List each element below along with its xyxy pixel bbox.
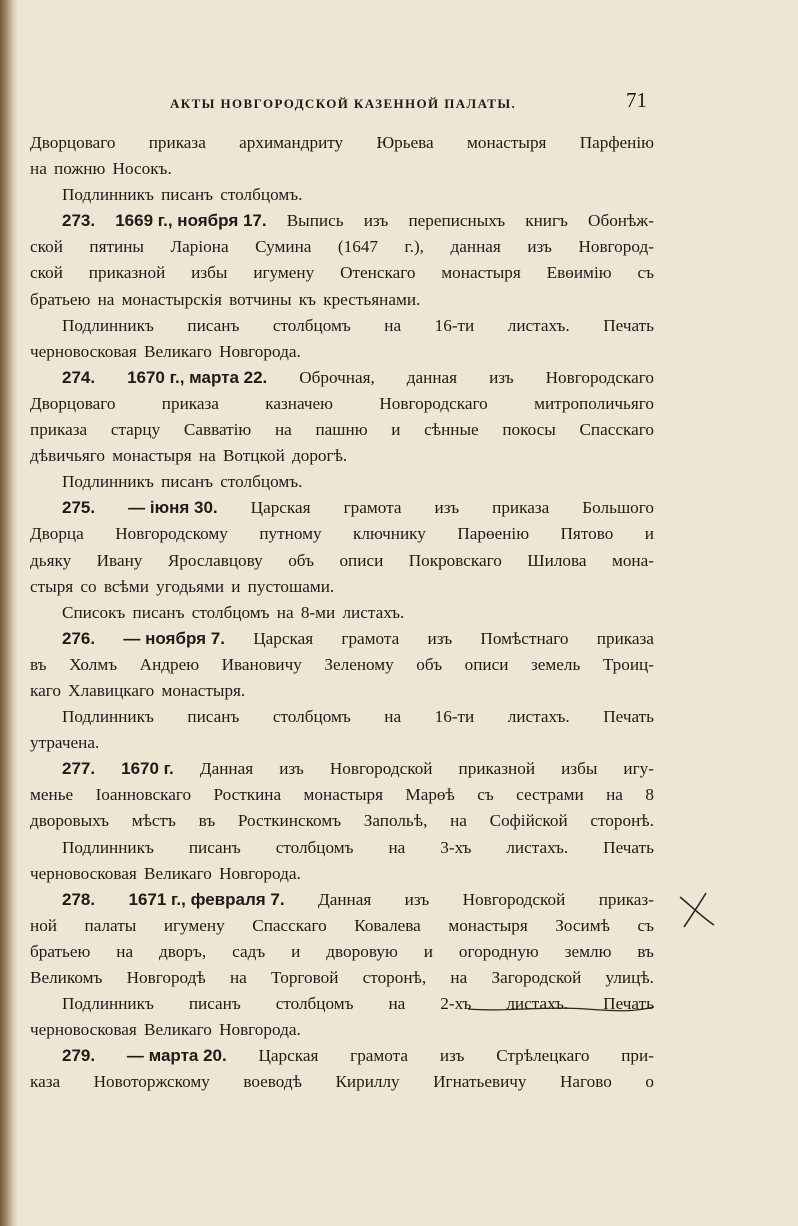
word: Великаго	[144, 341, 212, 361]
word: столбцомъ.	[220, 472, 303, 492]
word: Новгородѣ	[126, 968, 206, 987]
word: всѣми	[103, 576, 149, 596]
word: архимандриту	[239, 133, 344, 152]
word: 2-хъ	[440, 994, 472, 1014]
text-line	[30, 861, 654, 887]
word: объ	[288, 550, 315, 570]
word: Царская	[250, 498, 311, 518]
word: на	[276, 602, 294, 622]
word: Игнатьевичу	[433, 1072, 527, 1092]
word: каза	[30, 1072, 61, 1092]
word: на	[116, 941, 134, 961]
text-line	[30, 965, 654, 991]
word: столбцомъ	[272, 315, 351, 335]
word: Печать	[603, 315, 654, 335]
word: изъ	[527, 237, 552, 257]
word: объ	[416, 654, 443, 674]
word: Данная	[317, 889, 372, 909]
word: Новгорода.	[219, 341, 301, 361]
word: монастыря	[441, 263, 521, 283]
word: Царская	[253, 628, 314, 648]
word: Вотцкой	[222, 446, 285, 466]
word: на	[388, 994, 406, 1014]
word: черновосковая	[30, 1020, 137, 1040]
word: на	[274, 420, 292, 440]
word: сестрами	[516, 785, 584, 805]
word: съ	[477, 785, 494, 805]
word: приказа	[161, 393, 219, 413]
word: игумену	[253, 263, 315, 283]
word: садъ	[232, 941, 266, 961]
word: и	[423, 941, 433, 961]
text-line	[30, 260, 654, 286]
word: грамота	[341, 628, 400, 648]
word: въ	[198, 811, 216, 831]
word: дьяку	[30, 550, 72, 570]
word: листахъ.	[507, 707, 570, 727]
text-line	[30, 913, 654, 939]
word: воеводѣ	[243, 1072, 302, 1092]
word: 16-ти	[434, 707, 475, 727]
word: листахъ.	[506, 837, 569, 857]
word: книгъ	[525, 211, 568, 231]
word: Выпись	[286, 211, 344, 231]
word: писанъ	[161, 185, 214, 205]
word: митрополичьяго	[534, 393, 654, 413]
margin-cross-mark	[676, 891, 718, 931]
entry-number: 278.	[62, 889, 96, 909]
text-line	[30, 1069, 654, 1095]
text-line	[30, 339, 654, 365]
text-line	[30, 782, 654, 808]
word: Новгорода.	[219, 1020, 301, 1040]
word: покосы	[502, 420, 556, 440]
word: стыря	[30, 576, 74, 596]
entry-heading-line	[30, 495, 654, 521]
page-number: 71	[626, 88, 647, 112]
text-line	[30, 600, 654, 626]
word: монастырскія	[121, 289, 222, 309]
word: съ	[637, 915, 654, 935]
word: Спасскаго	[579, 420, 654, 440]
entry-heading-line	[30, 887, 654, 913]
word: Ивановичу	[221, 654, 302, 674]
word: сторонѣ,	[362, 968, 427, 987]
entry-date: 1670 г.	[121, 759, 174, 779]
word: монастыря	[448, 915, 528, 935]
word: пожню	[54, 159, 106, 179]
word: Новгород-	[578, 237, 654, 257]
word: Ивану	[96, 550, 143, 570]
word: землю	[564, 941, 612, 961]
word: братьею	[30, 941, 91, 961]
word: черновосковая	[30, 863, 137, 883]
word: Дворцоваго	[30, 393, 116, 413]
entry-number: 276.	[62, 628, 96, 648]
word: грамота	[343, 498, 402, 518]
word: Марөѣ	[405, 785, 455, 805]
word: Зеленому	[324, 654, 394, 674]
word: на	[97, 289, 115, 309]
word: игумену	[163, 915, 225, 935]
word: Зосимѣ	[555, 915, 610, 935]
word: сторонѣ.	[590, 811, 654, 831]
word: огородную	[458, 941, 539, 961]
word: на	[384, 707, 402, 727]
word: писанъ	[188, 837, 241, 857]
text-line	[30, 730, 654, 756]
word: палаты	[84, 915, 137, 935]
word: сѣнные	[424, 420, 479, 440]
word: и	[291, 941, 301, 961]
word: казначею	[265, 393, 334, 413]
word: и	[391, 420, 401, 440]
word: старцу	[110, 420, 161, 440]
text-line	[30, 678, 654, 704]
word: столбцомъ	[191, 602, 270, 622]
word: Новгородскаго	[545, 367, 654, 387]
text-line	[30, 939, 654, 965]
word: Подлинникъ	[62, 472, 154, 492]
word: изъ	[363, 211, 389, 231]
word: Ярославцову	[167, 550, 263, 570]
word: данная	[406, 367, 458, 387]
word: къ	[298, 289, 317, 309]
word: Софійской	[489, 811, 568, 831]
text-line	[30, 652, 654, 678]
word: избы	[561, 759, 598, 779]
word: листахъ.	[507, 315, 570, 335]
text-line	[30, 234, 654, 260]
entry-number: 279.	[62, 1046, 96, 1066]
word: 16-ти	[434, 315, 475, 335]
word: на	[30, 159, 47, 179]
entry-date: 1669 г., ноября 17.	[115, 211, 267, 231]
word: на	[450, 811, 467, 831]
word: монастыря	[303, 785, 384, 805]
word: Троиц-	[602, 654, 654, 674]
text-line	[30, 469, 654, 495]
word: Великаго	[144, 1020, 212, 1040]
word: Юрьева	[376, 133, 434, 152]
word: улицѣ.	[605, 968, 654, 987]
word: Спасскаго	[252, 915, 327, 935]
word: Дворца	[30, 524, 84, 544]
word: приказа	[148, 133, 206, 152]
word: Сумина	[255, 237, 312, 257]
word: Іоанновскаго	[95, 785, 192, 805]
word: Помѣстнаго	[480, 628, 569, 648]
word: каго	[30, 680, 61, 700]
word: Новгородской	[329, 759, 433, 779]
word: въ	[637, 941, 654, 961]
word: монастыря	[466, 133, 547, 152]
word: ской	[30, 263, 63, 283]
word: дворъ,	[159, 941, 207, 961]
word: Царская	[258, 1046, 319, 1066]
word: Загородской	[491, 968, 582, 987]
word: дворовую	[326, 941, 398, 961]
word: дворовыхъ	[30, 811, 110, 831]
word: избы	[191, 263, 228, 283]
word: Оброчная,	[299, 367, 375, 387]
word: Пятово	[560, 524, 614, 544]
word: монастыря.	[161, 680, 246, 700]
word: угодьями	[156, 576, 225, 596]
word: писанъ	[161, 472, 214, 492]
word: изъ	[404, 889, 430, 909]
word: приказа	[492, 498, 550, 518]
word: съ	[637, 263, 654, 283]
word: Стрѣлецкаго	[496, 1046, 590, 1066]
word: крестьянами.	[323, 289, 421, 309]
text-line	[30, 287, 654, 313]
word: изъ	[427, 628, 453, 648]
word: дорогѣ.	[292, 446, 348, 466]
word: на	[198, 446, 216, 466]
entry-number: 277.	[62, 759, 96, 779]
word: и	[231, 576, 241, 596]
word: утрачена.	[30, 733, 100, 753]
word: братьею	[30, 289, 91, 309]
word: столбцомъ	[275, 994, 354, 1014]
word: 8-ми	[300, 602, 336, 622]
word: Большого	[582, 498, 654, 518]
word: Парөенію	[457, 524, 530, 544]
text-line	[30, 443, 654, 469]
word: г.),	[404, 237, 424, 257]
word: Отенскаго	[340, 263, 416, 283]
text-line	[30, 1017, 654, 1043]
text-line	[30, 156, 654, 182]
word: Росткинскомъ	[237, 811, 342, 831]
word: вотчины	[229, 289, 292, 309]
word: пятины	[89, 237, 144, 257]
word: мона-	[611, 550, 654, 570]
entry-date: 1670 г., марта 22.	[127, 367, 268, 387]
word: грамота	[350, 1046, 409, 1066]
entry-heading-line	[30, 208, 654, 234]
text-line	[30, 808, 654, 834]
word: Дворцоваго	[30, 133, 116, 152]
word: мѣстъ	[131, 811, 176, 831]
word: изъ	[434, 498, 460, 518]
word: Великаго	[144, 863, 212, 883]
word: Евөимію	[546, 263, 612, 283]
word: ной	[30, 915, 57, 935]
word: Подлинникъ	[62, 315, 154, 335]
word: на	[229, 968, 247, 987]
word: столбцомъ	[275, 837, 354, 857]
word: данная	[450, 237, 501, 257]
text-line	[30, 130, 654, 156]
entry-number: 273.	[62, 211, 96, 231]
word: приказа	[596, 628, 654, 648]
word: Новгородской	[462, 889, 566, 909]
word: приказной	[458, 759, 536, 779]
entry-number: 275.	[62, 498, 96, 518]
word: Подлинникъ	[62, 185, 154, 205]
word: о	[645, 1072, 654, 1092]
word: приказ-	[598, 889, 654, 909]
word: Печать	[603, 707, 654, 727]
word: Подлинникъ	[62, 707, 154, 727]
word: Подлинникъ	[62, 837, 154, 857]
text-line	[30, 182, 654, 208]
word: путному	[259, 524, 322, 544]
word: Списокъ	[62, 602, 126, 622]
word: листахъ.	[342, 602, 405, 622]
text-line	[30, 521, 654, 547]
text-line	[30, 835, 654, 861]
word: Новгорода.	[219, 863, 301, 883]
word: Кириллу	[335, 1072, 400, 1092]
word: Парфенію	[579, 133, 654, 152]
word: на	[450, 968, 468, 987]
word: Нагово	[560, 1072, 612, 1092]
word: Новоторжскому	[93, 1072, 210, 1092]
word: на	[606, 785, 623, 805]
word: Печать	[603, 994, 654, 1014]
word: Данная	[199, 759, 254, 779]
word: приказной	[88, 263, 166, 283]
word: въ	[30, 654, 47, 674]
text-line	[30, 548, 654, 574]
entry-heading-line	[30, 365, 654, 391]
word: Шилова	[527, 550, 587, 570]
word: Хлавицкаго	[68, 680, 155, 700]
word: изъ	[439, 1046, 465, 1066]
word: пустошами.	[247, 576, 335, 596]
word: ской	[30, 237, 63, 257]
word: Покровскаго	[408, 550, 502, 570]
word: писанъ	[132, 602, 185, 622]
word: со	[80, 576, 97, 596]
entry-heading-line	[30, 1043, 654, 1069]
text-line	[30, 704, 654, 730]
entry-heading-line	[30, 756, 654, 782]
word: при-	[621, 1046, 654, 1066]
word: Обонѣж-	[588, 211, 654, 231]
word: земель	[530, 654, 581, 674]
word: описи	[339, 550, 384, 570]
entry-heading-line	[30, 626, 654, 652]
word: и	[644, 524, 654, 544]
word: писанъ	[188, 994, 241, 1014]
word: Новгородскаго	[379, 393, 488, 413]
word: изъ	[279, 759, 304, 779]
entry-date: — марта 20.	[126, 1046, 227, 1066]
word: пашню	[315, 420, 368, 440]
word: изъ	[489, 367, 514, 387]
word: переписныхъ	[408, 211, 506, 231]
word: монастыря	[112, 446, 192, 466]
text-line	[30, 313, 654, 339]
word: писанъ	[187, 315, 240, 335]
running-title: АКТЫ НОВГОРОДСКОЙ КАЗЕННОЙ ПАЛАТЫ.	[170, 96, 517, 111]
word: описи	[464, 654, 509, 674]
word: писанъ	[187, 707, 240, 727]
text-line	[30, 417, 654, 443]
handwritten-underline	[466, 1003, 656, 1013]
word: менье	[30, 785, 74, 805]
word: приказа	[30, 420, 88, 440]
word: Ковалева	[354, 915, 421, 935]
word: Ларіона	[170, 237, 229, 257]
word: 3-хъ	[440, 837, 472, 857]
text-line	[30, 574, 654, 600]
word: игу-	[623, 759, 654, 779]
word: на	[384, 315, 402, 335]
entry-date: — іюня 30.	[128, 498, 218, 518]
entry-date: 1671 г., февраля 7.	[128, 889, 285, 909]
word: на	[388, 837, 406, 857]
word: Подлинникъ	[62, 994, 154, 1014]
body-text	[30, 130, 654, 1095]
word: Савватію	[183, 420, 252, 440]
word: Андрею	[139, 654, 200, 674]
entry-number: 274.	[62, 367, 96, 387]
word: черновосковая	[30, 341, 137, 361]
word: Печать	[603, 837, 654, 857]
word: Торговой	[271, 968, 339, 987]
word: столбцомъ.	[220, 185, 303, 205]
entry-date: — ноября 7.	[123, 628, 225, 648]
text-line	[30, 391, 654, 417]
word: Новгородскому	[115, 524, 228, 544]
word: Запольѣ,	[363, 811, 428, 831]
word: 8	[645, 785, 654, 805]
word: Холмъ	[69, 654, 118, 674]
word: листахъ.	[506, 994, 569, 1014]
word: Великомъ	[30, 968, 103, 987]
word: Росткина	[213, 785, 282, 805]
word: столбцомъ	[272, 707, 351, 727]
word: Носокъ.	[112, 159, 172, 179]
word: (1647	[337, 237, 379, 257]
word: ключнику	[353, 524, 426, 544]
word: дѣвичьяго	[30, 446, 105, 466]
